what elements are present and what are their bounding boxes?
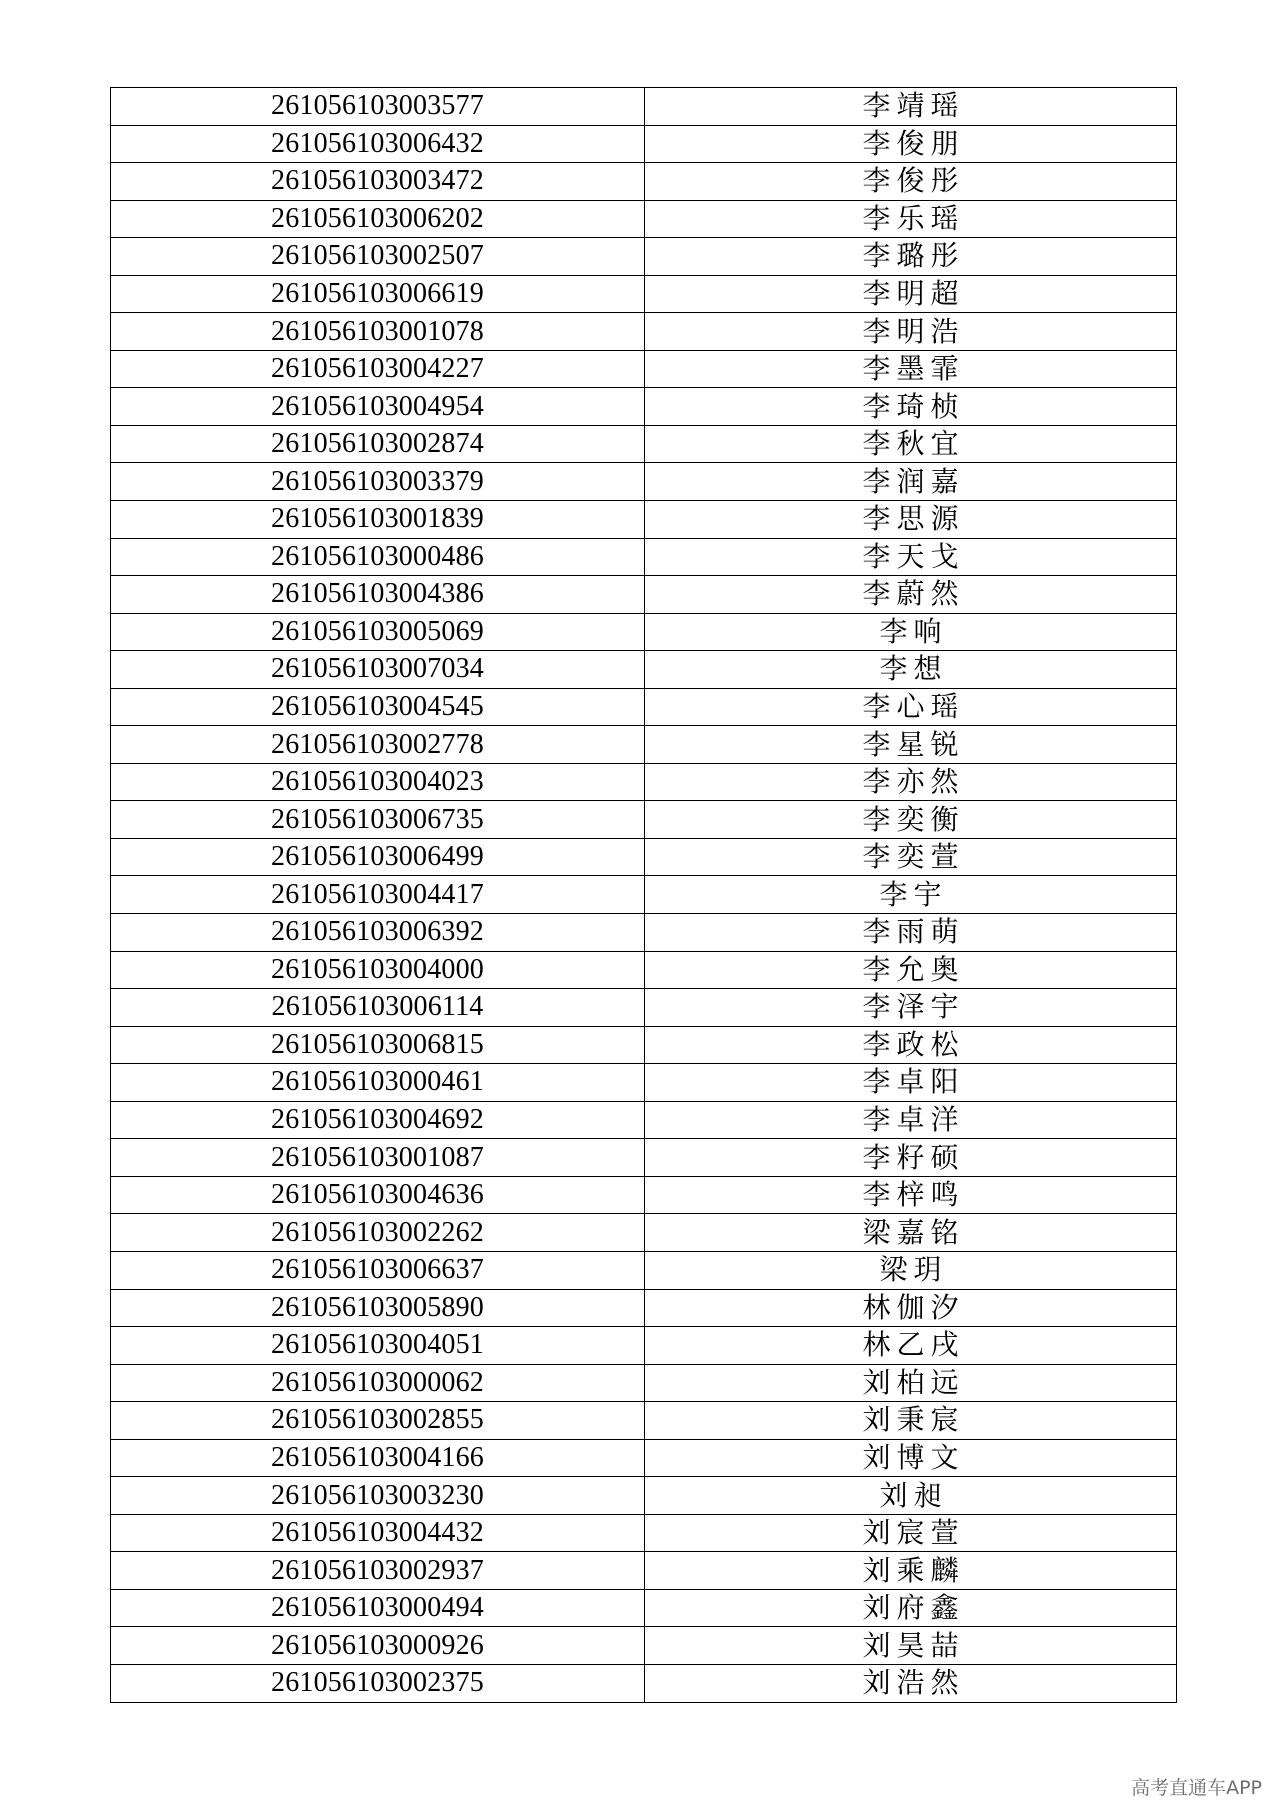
table-row	[111, 88, 1177, 126]
roster-table-body	[111, 88, 1177, 1703]
candidate-id-cell: 261056103004166	[111, 1439, 645, 1477]
candidate-name-cell: 李政松	[645, 1026, 1177, 1064]
table-row	[111, 688, 1177, 726]
candidate-name-cell: 李蔚然	[645, 576, 1177, 614]
table-row	[111, 1589, 1177, 1627]
table-row	[111, 989, 1177, 1027]
candidate-name-cell: 刘府鑫	[645, 1589, 1177, 1627]
table-row	[111, 576, 1177, 614]
candidate-id-cell: 261056103006815	[111, 1026, 645, 1064]
candidate-name-cell: 李奕衡	[645, 801, 1177, 839]
candidate-id-cell: 261056103000494	[111, 1589, 645, 1627]
table-row	[111, 1364, 1177, 1402]
candidate-id-cell: 261056103000062	[111, 1364, 645, 1402]
table-row	[111, 1627, 1177, 1665]
table-row	[111, 1514, 1177, 1552]
candidate-id-cell: 261056103003379	[111, 463, 645, 501]
table-row	[111, 1664, 1177, 1702]
table-row	[111, 876, 1177, 914]
table-row	[111, 200, 1177, 238]
candidate-id-cell: 261056103004227	[111, 350, 645, 388]
candidate-id-cell: 261056103002937	[111, 1552, 645, 1590]
table-row	[111, 125, 1177, 163]
table-row	[111, 1139, 1177, 1177]
candidate-name-cell: 李秋宜	[645, 425, 1177, 463]
table-row	[111, 1552, 1177, 1590]
candidate-name-cell: 林乙戌	[645, 1327, 1177, 1365]
table-row	[111, 350, 1177, 388]
candidate-id-cell: 261056103000486	[111, 538, 645, 576]
candidate-name-cell: 李卓阳	[645, 1064, 1177, 1102]
app-watermark: 高考直通车APP	[1131, 1777, 1262, 1799]
candidate-id-cell: 261056103001839	[111, 501, 645, 539]
table-row	[111, 1064, 1177, 1102]
candidate-id-cell: 261056103004023	[111, 763, 645, 801]
candidate-id-cell: 261056103005069	[111, 613, 645, 651]
candidate-name-cell: 李润嘉	[645, 463, 1177, 501]
candidate-name-cell: 李雨萌	[645, 914, 1177, 952]
candidate-id-cell: 261056103004545	[111, 688, 645, 726]
candidate-name-cell: 李明浩	[645, 313, 1177, 351]
candidate-id-cell: 261056103003230	[111, 1477, 645, 1515]
candidate-name-cell: 刘乘麟	[645, 1552, 1177, 1590]
candidate-name-cell: 李梓鸣	[645, 1176, 1177, 1214]
table-row	[111, 613, 1177, 651]
candidate-name-cell: 李琦桢	[645, 388, 1177, 426]
candidate-id-cell: 261056103002262	[111, 1214, 645, 1252]
table-row	[111, 1327, 1177, 1365]
candidate-name-cell: 李响	[645, 613, 1177, 651]
table-row	[111, 1176, 1177, 1214]
candidate-id-cell: 261056103004636	[111, 1176, 645, 1214]
candidate-name-cell: 李天戈	[645, 538, 1177, 576]
candidate-name-cell: 李乐瑶	[645, 200, 1177, 238]
candidate-id-cell: 261056103000461	[111, 1064, 645, 1102]
candidate-id-cell: 261056103001087	[111, 1139, 645, 1177]
table-row	[111, 1214, 1177, 1252]
candidate-name-cell: 刘秉宸	[645, 1402, 1177, 1440]
table-row	[111, 163, 1177, 201]
candidate-id-cell: 261056103006499	[111, 838, 645, 876]
candidate-name-cell: 李想	[645, 651, 1177, 689]
table-row	[111, 726, 1177, 764]
table-row	[111, 951, 1177, 989]
candidate-name-cell: 刘浩然	[645, 1664, 1177, 1702]
table-row	[111, 1251, 1177, 1289]
candidate-name-cell: 李靖瑶	[645, 88, 1177, 126]
table-row	[111, 763, 1177, 801]
candidate-name-cell: 李心瑶	[645, 688, 1177, 726]
candidate-id-cell: 261056103003577	[111, 88, 645, 126]
table-row	[111, 238, 1177, 276]
candidate-name-cell: 梁嘉铭	[645, 1214, 1177, 1252]
table-row	[111, 275, 1177, 313]
candidate-id-cell: 261056103004051	[111, 1327, 645, 1365]
table-row	[111, 651, 1177, 689]
candidate-id-cell: 261056103006432	[111, 125, 645, 163]
table-row	[111, 463, 1177, 501]
candidate-id-cell: 261056103002855	[111, 1402, 645, 1440]
candidate-id-cell: 261056103004954	[111, 388, 645, 426]
candidate-id-cell: 261056103002778	[111, 726, 645, 764]
candidate-name-cell: 林伽汐	[645, 1289, 1177, 1327]
table-row	[111, 538, 1177, 576]
candidate-id-cell: 261056103002507	[111, 238, 645, 276]
candidate-name-cell: 李墨霏	[645, 350, 1177, 388]
candidate-name-cell: 刘柏远	[645, 1364, 1177, 1402]
candidate-name-cell: 李允奥	[645, 951, 1177, 989]
table-row	[111, 801, 1177, 839]
candidate-name-cell: 李卓洋	[645, 1101, 1177, 1139]
candidate-id-cell: 261056103000926	[111, 1627, 645, 1665]
candidate-id-cell: 261056103004432	[111, 1514, 645, 1552]
candidate-id-cell: 261056103001078	[111, 313, 645, 351]
table-row	[111, 501, 1177, 539]
candidate-id-cell: 261056103002375	[111, 1664, 645, 1702]
candidate-name-cell: 李思源	[645, 501, 1177, 539]
candidate-id-cell: 261056103006114	[111, 989, 645, 1027]
candidate-name-cell: 梁玥	[645, 1251, 1177, 1289]
candidate-id-cell: 261056103004692	[111, 1101, 645, 1139]
candidate-id-cell: 261056103003472	[111, 163, 645, 201]
candidate-name-cell: 刘宸萱	[645, 1514, 1177, 1552]
candidate-name-cell: 李籽硕	[645, 1139, 1177, 1177]
candidate-id-cell: 261056103007034	[111, 651, 645, 689]
candidate-id-cell: 261056103004000	[111, 951, 645, 989]
candidate-name-cell: 李奕萱	[645, 838, 1177, 876]
table-row	[111, 914, 1177, 952]
candidate-id-cell: 261056103006202	[111, 200, 645, 238]
candidate-name-cell: 刘博文	[645, 1439, 1177, 1477]
candidate-name-cell: 李璐彤	[645, 238, 1177, 276]
table-row	[111, 313, 1177, 351]
candidate-name-cell: 李俊朋	[645, 125, 1177, 163]
candidate-id-cell: 261056103005890	[111, 1289, 645, 1327]
candidate-name-cell: 李亦然	[645, 763, 1177, 801]
candidate-id-cell: 261056103004417	[111, 876, 645, 914]
candidate-name-cell: 李泽宇	[645, 989, 1177, 1027]
candidate-id-cell: 261056103006637	[111, 1251, 645, 1289]
candidate-id-cell: 261056103002874	[111, 425, 645, 463]
table-row	[111, 1439, 1177, 1477]
candidate-id-cell: 261056103006735	[111, 801, 645, 839]
table-row	[111, 425, 1177, 463]
table-row	[111, 838, 1177, 876]
table-row	[111, 1101, 1177, 1139]
table-row	[111, 1477, 1177, 1515]
candidate-name-cell: 李星锐	[645, 726, 1177, 764]
candidate-id-cell: 261056103006619	[111, 275, 645, 313]
candidate-name-cell: 刘昊喆	[645, 1627, 1177, 1665]
admission-roster-table	[110, 87, 1177, 1703]
candidate-id-cell: 261056103004386	[111, 576, 645, 614]
table-row	[111, 1402, 1177, 1440]
candidate-id-cell: 261056103006392	[111, 914, 645, 952]
candidate-name-cell: 刘昶	[645, 1477, 1177, 1515]
candidate-name-cell: 李明超	[645, 275, 1177, 313]
candidate-name-cell: 李宇	[645, 876, 1177, 914]
table-row	[111, 1289, 1177, 1327]
table-row	[111, 1026, 1177, 1064]
table-row	[111, 388, 1177, 426]
candidate-name-cell: 李俊彤	[645, 163, 1177, 201]
